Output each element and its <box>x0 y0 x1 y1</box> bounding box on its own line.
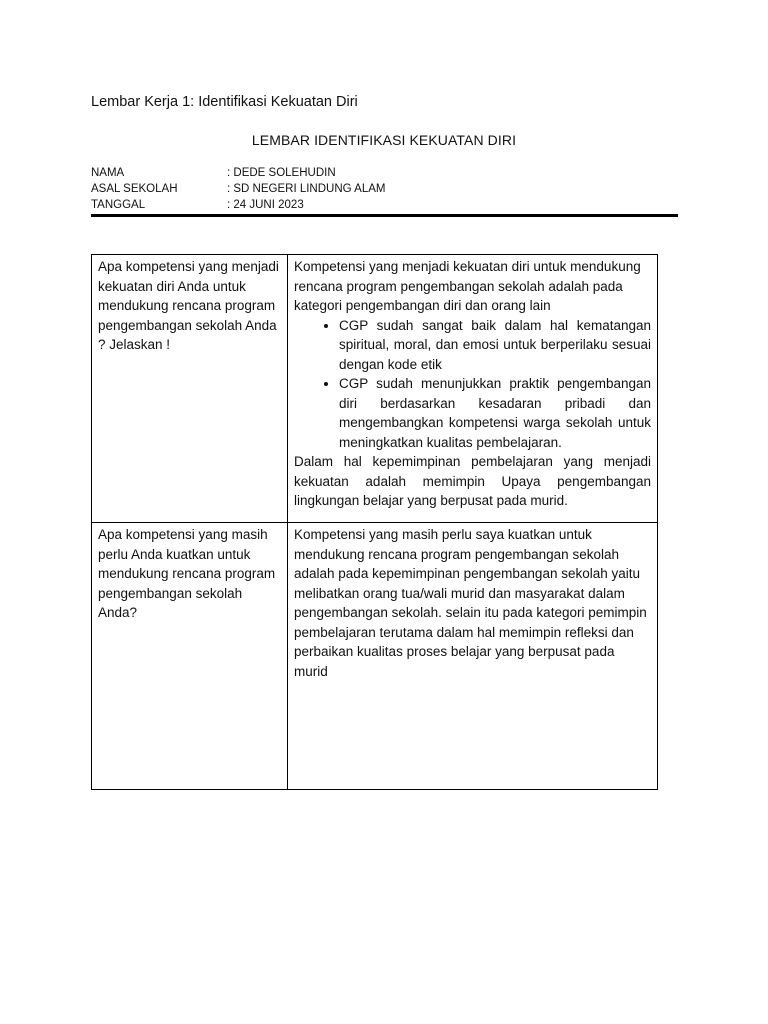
date-value: : 24 JUNI 2023 <box>227 199 304 211</box>
answer-bullet: • CGP sudah menunjukkan praktik pengembangan diri berdasarkan kesadaran pribadi dan mengembangkan kompetensi warga sekolah untuk meningkatkan kualitas pembelajaran. <box>339 374 651 452</box>
answer-outro: Dalam hal kepemimpinan pembelajaran yang menjadi kekuatan adalah memimpin Upaya pengembangan lingkungan belajar yang berpusat pada murid. <box>294 454 651 508</box>
question-cell: Apa kompetensi yang menjadi kekuatan diri Anda untuk mendukung rencana program pengembangan sekolah Anda ? Jelaskan ! <box>92 255 288 523</box>
header-divider <box>91 214 678 217</box>
worksheet-title: Lembar Kerja 1: Identifikasi Kekuatan Diri <box>91 94 358 110</box>
answer-bullet: • CGP sudah sangat baik dalam hal kematangan spiritual, moral, dan emosi untuk berperilaku sesuai dengan kode etik <box>339 316 651 375</box>
question-cell: Apa kompetensi yang masih perlu Anda kuatkan untuk mendukung rencana program pengembangan sekolah Anda? <box>92 523 288 790</box>
answer-bullet-list <box>294 316 651 453</box>
document-heading: LEMBAR IDENTIFIKASI KEKUATAN DIRI <box>251 132 517 148</box>
answer-intro: Kompetensi yang menjadi kekuatan diri untuk mendukung rencana program pengembangan sekolah adalah pada kategori pengembangan diri dan orang lain <box>294 259 641 313</box>
name-value: : DEDE SOLEHUDIN <box>227 167 336 179</box>
school-value: : SD NEGERI LINDUNG ALAM <box>227 183 386 195</box>
name-label: NAMA <box>91 167 125 179</box>
answer-cell <box>288 255 658 523</box>
school-label: ASAL SEKOLAH <box>91 183 178 195</box>
answer-cell: Kompetensi yang masih perlu saya kuatkan untuk mendukung rencana program pengembangan sekolah adalah pada kepemimpinan pengembangan sekolah yaitu melibatkan orang tua/wali murid dan masyarakat dalam pengembangan sekolah. selain itu pada kategori pemimpin pembelajaran terutama dalam hal memimpin refleksi dan perbaikan kualitas proses belajar yang berpusat pada murid <box>288 523 658 790</box>
worksheet-table <box>91 254 658 790</box>
date-label: TANGGAL <box>91 199 146 211</box>
table-row <box>92 523 658 790</box>
table-row <box>92 255 658 523</box>
